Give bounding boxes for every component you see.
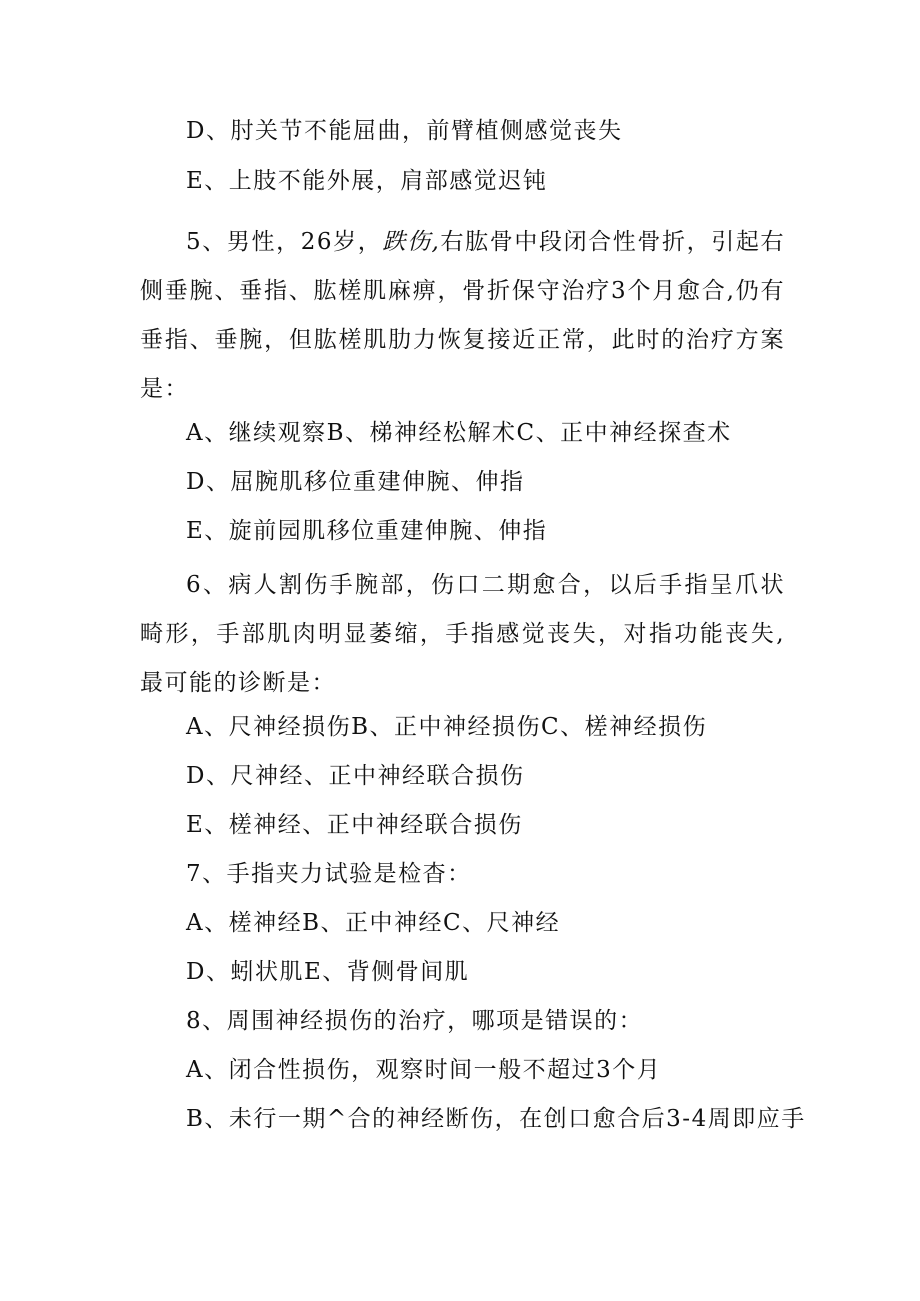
- question-6-stem: 6、病人割伤手腕部，伤口二期愈合，以后手指呈爪状畸形，手部肌肉明显萎缩，手指感觉丧失，对指功能丧失,最可能的诊断是：: [140, 572, 785, 696]
- question-5-stem-part-2: 右肱骨中段闭合性骨折，引起右侧垂腕、垂指、肱槎肌麻痹，骨折保守治疗3个月愈合,仍有垂指、垂腕，但肱槎肌肋力恢复接近正常，此时的治疗方案是：: [140, 229, 785, 402]
- q8-option-a: A、闭合性损伤，观察时间一般不超过3个月: [186, 1057, 662, 1083]
- question-5-stem-part-1: 5、男性，26岁，: [186, 229, 383, 255]
- q4-option-d: D、肘关节不能屈曲，前臂植侧感觉丧失: [186, 118, 623, 144]
- q8-option-b: B、未行一期^合的神经断伤，在创口愈合后3-4周即应手: [186, 1106, 806, 1132]
- question-7-stem: 7、手指夹力试验是检杳：: [186, 861, 472, 887]
- question-5-stem-italic: 跌伤,: [382, 229, 441, 255]
- q6-options-abc: A、尺神经损伤B、正中神经损伤C、槎神经损伤: [186, 714, 708, 740]
- q7-options-de: D、蚓状肌E、背侧骨间肌: [186, 959, 470, 985]
- question-5-stem: [140, 218, 785, 414]
- q7-options-abc: A、槎神经B、正中神经C、尺神经: [186, 910, 561, 936]
- q5-option-d: D、屈腕肌移位重建伸腕、伸指: [186, 469, 525, 495]
- q6-option-d: D、尺神经、正中神经联合损伤: [186, 763, 525, 789]
- q4-option-e: E、上肢不能外展，肩部感觉迟钝: [186, 168, 548, 194]
- q6-option-e: E、槎神经、正中神经联合损伤: [186, 812, 523, 838]
- question-8-stem: 8、周围神经损伤的治疗，哪项是错误的：: [186, 1008, 644, 1034]
- q5-options-abc: A、继续观察B、梯神经松解术C、正中神经探查术: [186, 420, 732, 446]
- q5-option-e: E、旋前园肌移位重建伸腕、伸指: [186, 518, 548, 544]
